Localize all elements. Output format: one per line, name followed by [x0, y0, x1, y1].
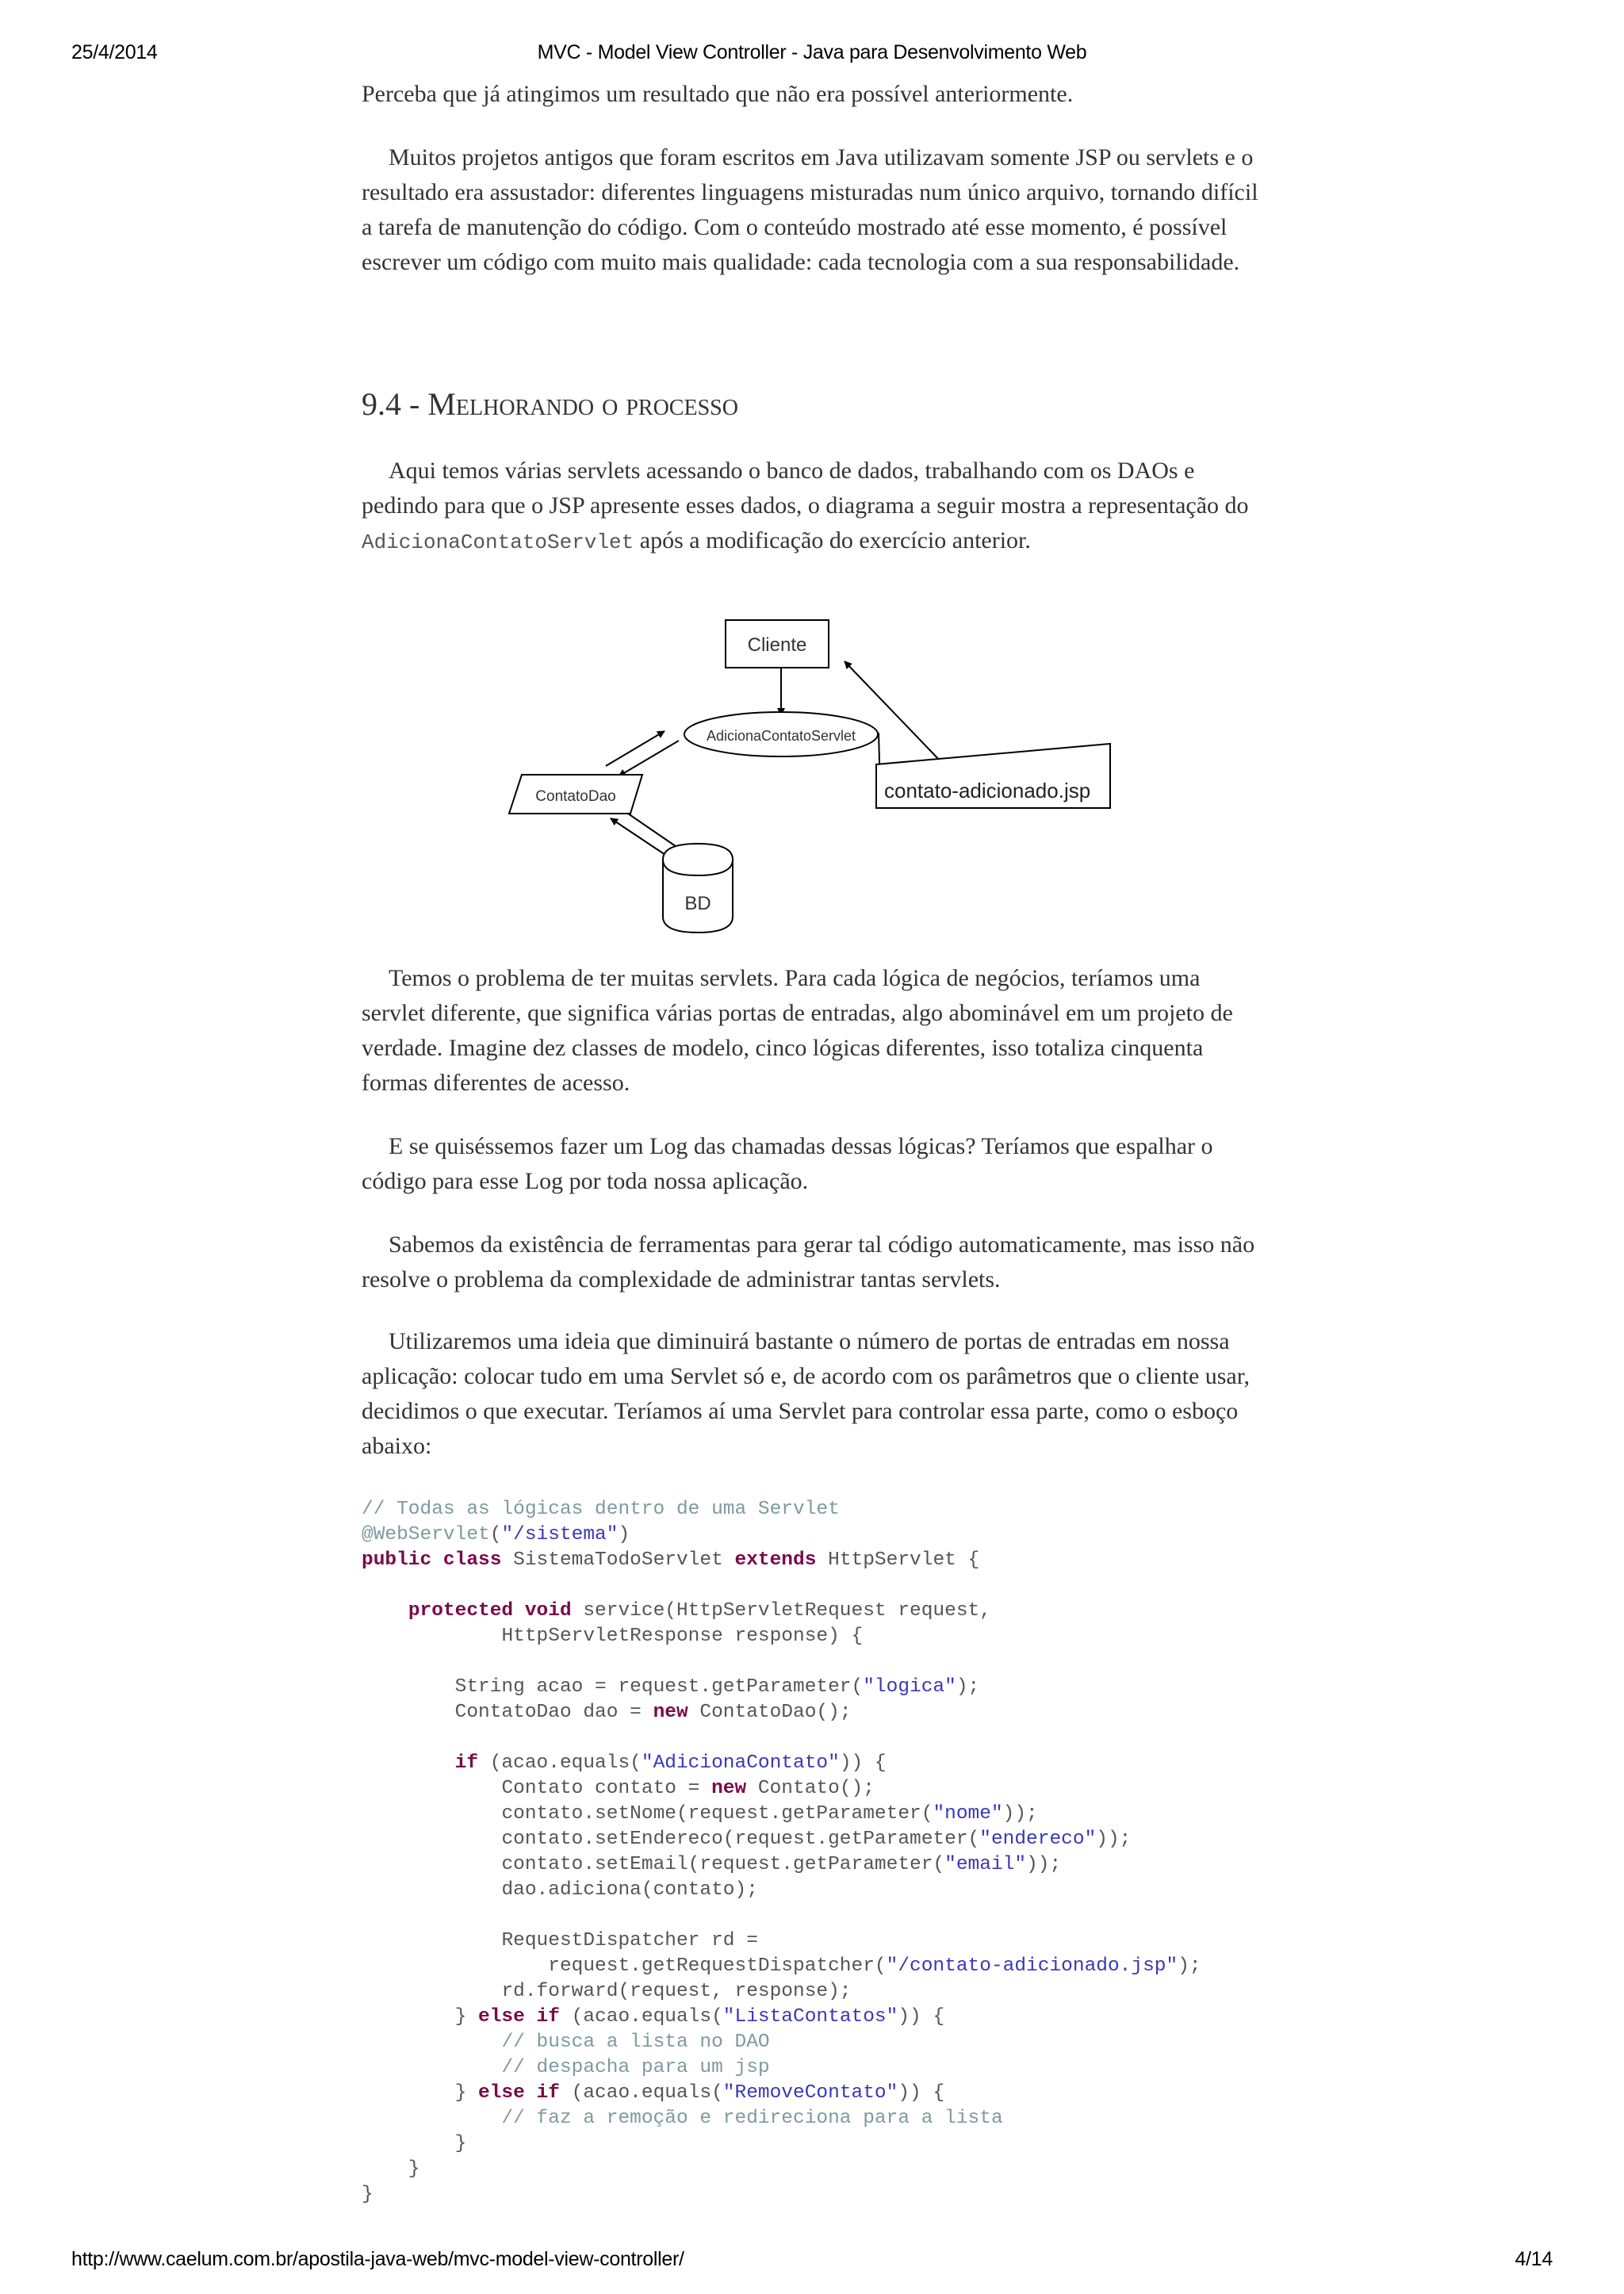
- paragraph-single-servlet: Utilizaremos uma ideia que diminuirá bastante o número de portas de entradas em nossa aplicação: colocar tudo em uma Servlet só e, de acordo com os parâmetros que o cliente usar, decidimos o que executar. Teríamos aí uma Servlet para controlar essa parte, como o esboço abaixo:: [362, 1328, 1251, 1459]
- paragraph-old-projects: Muitos projetos antigos que foram escritos em Java utilizavam somente JSP ou servlets e o resultado era assustador: diferentes linguagens misturadas num único arquivo, tornando difícil a tarefa de manutenção do código. Com o conteúdo mostrado até esse momento, é possível escrever um código com muito mais qualidade: cada tecnologia com a sua responsabilidade.: [362, 144, 1258, 275]
- paragraph-servlets: [362, 454, 1266, 560]
- section-number: 9.4 -: [362, 386, 428, 422]
- paragraph-log: E se quiséssemos fazer um Log das chamadas dessas lógicas? Teríamos que espalhar o código para esse Log por toda nossa aplicação.: [362, 1133, 1213, 1194]
- jsp-document: [876, 744, 1110, 808]
- arrow-dao-servlet: [606, 731, 665, 766]
- servlet-label: AdicionaContatoServlet: [706, 728, 856, 744]
- print-page-number: 4/14: [1515, 2248, 1553, 2270]
- print-page-title: MVC - Model View Controller - Java para Desenvolvimento Web: [537, 41, 1087, 63]
- paragraph-intro: Perceba que já atingimos um resultado que não era possível anteriormente.: [362, 81, 1074, 107]
- cliente-box: [726, 620, 829, 668]
- code-comment: // Todas as lógicas dentro de uma Servlet: [362, 1499, 840, 1520]
- jsp-label: contato-adicionado.jsp: [884, 779, 1091, 802]
- section-heading: [362, 385, 738, 423]
- code-annotation: @WebServlet: [362, 1524, 490, 1545]
- paragraph-many-servlets: Temos o problema de ter muitas servlets. Para cada lógica de negócios, teríamos uma servlet diferente, que significa várias portas de entradas, algo abominável em um projeto de verdade. Imagine dez classes de modelo, cinco lógicas diferentes, isso totaliza cinquenta formas diferentes de acesso.: [362, 965, 1233, 1096]
- bd-cylinder: [663, 844, 733, 933]
- cliente-label: Cliente: [747, 634, 807, 656]
- paragraph-text: após a modificação do exercício anterior.: [634, 527, 1031, 553]
- inline-code: AdicionaContatoServlet: [362, 530, 634, 554]
- code-listing: // Todas as lógicas dentro de uma Servlet @WebServlet("/sistema") public class SistemaTodoServlet extends HttpServlet { protected void service(HttpServletRequest request, HttpServletResponse response) { String acao = request.getParameter("logica"); ContatoDao dao = new ContatoDao(); if (acao.equals("AdicionaContato")) { Contato contato = new Contato(); contato.setNome(request.getParameter("nome")); contato.setEndereco(request.getParameter("endereco")); contato.setEmail(request.getParameter("email")); dao.adiciona(contato); RequestDispatcher rd = request.getRequestDispatcher("/contato-adicionado.jsp"); rd.forward(request, response); } else if (acao.equals("ListaContatos")) { // busca a lista no DAO // despacha para um jsp } else if (acao.equals("RemoveContato")) { // faz a remoção e redireciona para a lista } } }: [362, 1499, 1201, 2205]
- section-title: Melhorando o processo: [427, 386, 738, 422]
- servlet-ellipse: [684, 712, 878, 756]
- contatodao-parallelogram: [509, 775, 642, 814]
- print-date: 25/4/2014: [71, 41, 158, 63]
- paragraph-tools: Sabemos da existência de ferramentas para gerar tal código automaticamente, mas isso não resolve o problema da complexidade de administrar tantas servlets.: [362, 1231, 1255, 1293]
- paragraph-text: Aqui temos várias servlets acessando o banco de dados, trabalhando com os DAOs e pedindo para que o JSP apresente esses dados, o diagrama a seguir mostra a representação do: [362, 458, 1249, 519]
- arrow-servlet-dao: [619, 741, 679, 776]
- contatodao-label: ContatoDao: [535, 788, 616, 805]
- print-url: http://www.caelum.com.br/apostila-java-web/mvc-model-view-controller/: [71, 2248, 684, 2270]
- arrow-bd-dao: [611, 818, 668, 856]
- bd-label: BD: [684, 893, 711, 914]
- mvc-diagram: [508, 614, 1118, 947]
